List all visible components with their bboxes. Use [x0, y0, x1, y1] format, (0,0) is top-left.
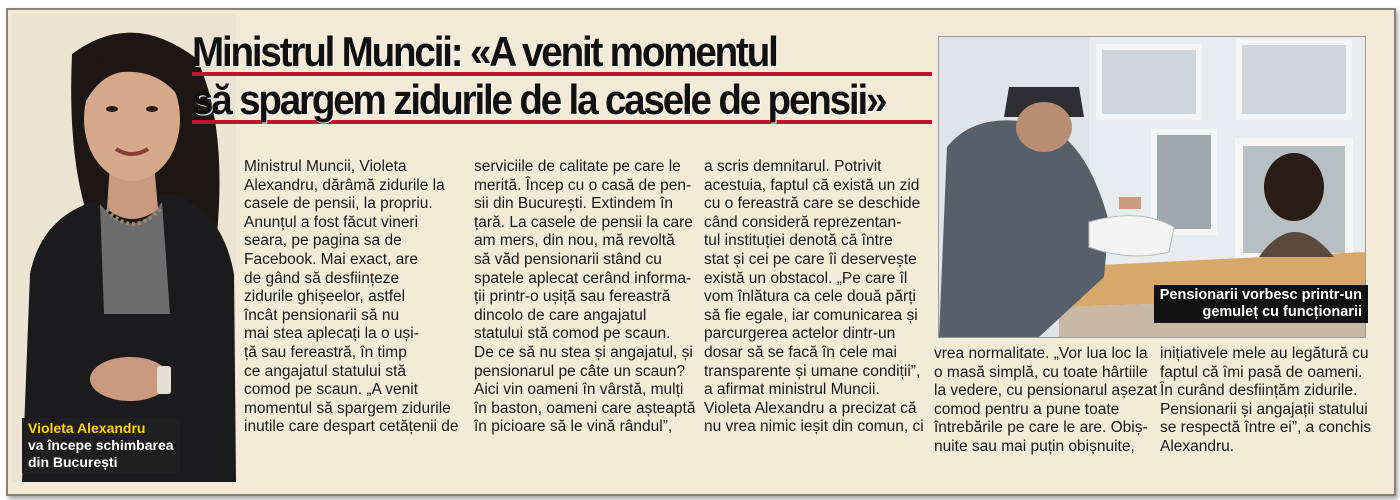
article-text-line: pensionarul pe câte un scaun?: [474, 362, 686, 380]
headline-line-1: Ministrul Muncii: «A venit momentul: [192, 28, 777, 75]
article-text-line: zidurile ghișeelor, astfel: [244, 288, 406, 306]
article-text-line: ții printr-o ușiță sau fereastră: [474, 288, 671, 306]
article-text-line: spatele aplecat cerând informa-: [474, 269, 692, 287]
caption-name: Violeta Alexandru: [28, 420, 146, 436]
article-text-line: am mers, din nou, mă revoltă: [474, 232, 675, 250]
article-text-line: inutile care despart cetățenii de: [244, 418, 459, 436]
article-text-line: În curând desființăm zidurile.: [1160, 382, 1358, 400]
caption-line: Pensionarii vorbesc printr-un: [1159, 287, 1362, 303]
article-text-line: De ce să nu stea și angajatul, și: [474, 343, 693, 361]
article-text-line: dosar să se facă în cele mai: [704, 343, 897, 361]
article-text-line: Aici vin oameni în vârstă, mulți: [474, 381, 684, 399]
article-text-line: nu vrea nimic ieșit din comun, ci: [704, 418, 924, 436]
article-text-line: faptul că îmi pasă de oameni.: [1160, 363, 1363, 381]
article-text-line: Pensionarii și angajații statului: [1160, 400, 1368, 418]
article-text-line: momentul să spargem zidurile: [244, 399, 451, 417]
article-text-line: acestuia, faptul că există un zid: [704, 176, 920, 194]
article-text-line: seara, pe pagina sa de: [244, 232, 402, 250]
article-text-line: o masă simplă, cu toate hârtiile: [934, 363, 1148, 381]
caption-line: gemuleț cu funcționarii: [1202, 304, 1362, 320]
article-text-line: statului stă comod pe scaun.: [474, 325, 671, 343]
article-text-line: în picioare să le vină rândul”,: [474, 418, 673, 436]
article-text-line: încât pensionarii să nu: [244, 306, 400, 324]
article-text-line: sii din București. Extindem în: [474, 195, 674, 213]
caption-minister: [22, 418, 180, 473]
article-text-line: se respectă între ei”, a conchis: [1160, 419, 1372, 437]
article-text-line: să văd pensionarii stând cu: [474, 250, 662, 268]
article-text-line: mai stea aplecați la o uși-: [244, 325, 419, 343]
article-text-line: Anunțul a fost făcut vineri: [244, 213, 419, 231]
caption-pensioners: [1154, 285, 1368, 323]
article-text-line: comod pentru a pune toate: [934, 400, 1120, 418]
article-text-line: întrebările pe care le are. Obiș-: [934, 419, 1148, 437]
article-column-2: [474, 158, 696, 437]
article-text-line: Violeta Alexandru a precizat că: [704, 399, 917, 417]
article-column-1: [244, 158, 459, 437]
article-text-line: când consideră reprezentan-: [704, 213, 902, 231]
article-text-line: a afirmat ministrul Muncii.: [704, 381, 880, 399]
article-text-line: a scris demnitarul. Potrivit: [704, 158, 882, 175]
article-text-line: Ministrul Muncii, Violeta: [244, 158, 407, 175]
article-text-line: Alexandru, dărâmă zidurile la: [244, 176, 445, 194]
article-text-line: transparente și umane condiții”,: [704, 362, 921, 380]
article-text-line: vrea normalitate. „Vor lua loc la: [934, 345, 1148, 362]
article-text-line: Alexandru.: [1160, 437, 1235, 455]
article-text-line: țară. La casele de pensii la care: [474, 213, 693, 231]
caption-line: din București: [28, 454, 118, 470]
caption-line: va începe schimbarea: [28, 437, 174, 453]
article-text-line: să fie egale, iar comunicarea și: [704, 306, 918, 324]
article-column-5: [1160, 345, 1375, 457]
headline: [192, 30, 932, 126]
article-text-line: există un obstacol. „Pe care îl: [704, 269, 908, 287]
article-text-line: cu o fereastră care se deschide: [704, 195, 921, 213]
article-text-line: dincolo de care angajatul: [474, 306, 647, 324]
article-text-line: parcurgerea actelor dintr-un: [704, 325, 896, 343]
article-text-line: de gând să desființeze: [244, 269, 400, 287]
article-text-line: ță sau fereastră, în timp: [244, 343, 407, 361]
article-text-line: în baston, oameni care așteaptă: [474, 399, 696, 417]
article-text-line: vom înlătura ca cele două părți: [704, 288, 916, 306]
article-text-line: comod pe scaun. „A venit: [244, 381, 419, 399]
article-column-4: [934, 345, 1158, 457]
article-text-line: tul instituției denotă că între: [704, 232, 893, 250]
article-text-line: casele de pensii, la propriu.: [244, 195, 433, 213]
article-text-line: serviciile de calitate pe care le: [474, 158, 681, 175]
article-text-line: inițiativele mele au legătură cu: [1160, 345, 1369, 362]
article-text-line: Facebook. Mai exact, are: [244, 250, 419, 268]
article-column-3: [704, 158, 929, 437]
article-text-line: nuite sau mai puțin obișnuite,: [934, 437, 1135, 455]
article-text-line: merită. Încep cu o casă de pen-: [474, 176, 692, 194]
article-text-line: ce angajatul statului stă: [244, 362, 406, 380]
article-text-line: la vedere, cu pensionarul așezat: [934, 382, 1158, 400]
headline-line-2: să spargem zidurile de la casele de pensii»: [192, 76, 886, 123]
article-text-line: stat și cei pe care îi deservește: [704, 250, 917, 268]
